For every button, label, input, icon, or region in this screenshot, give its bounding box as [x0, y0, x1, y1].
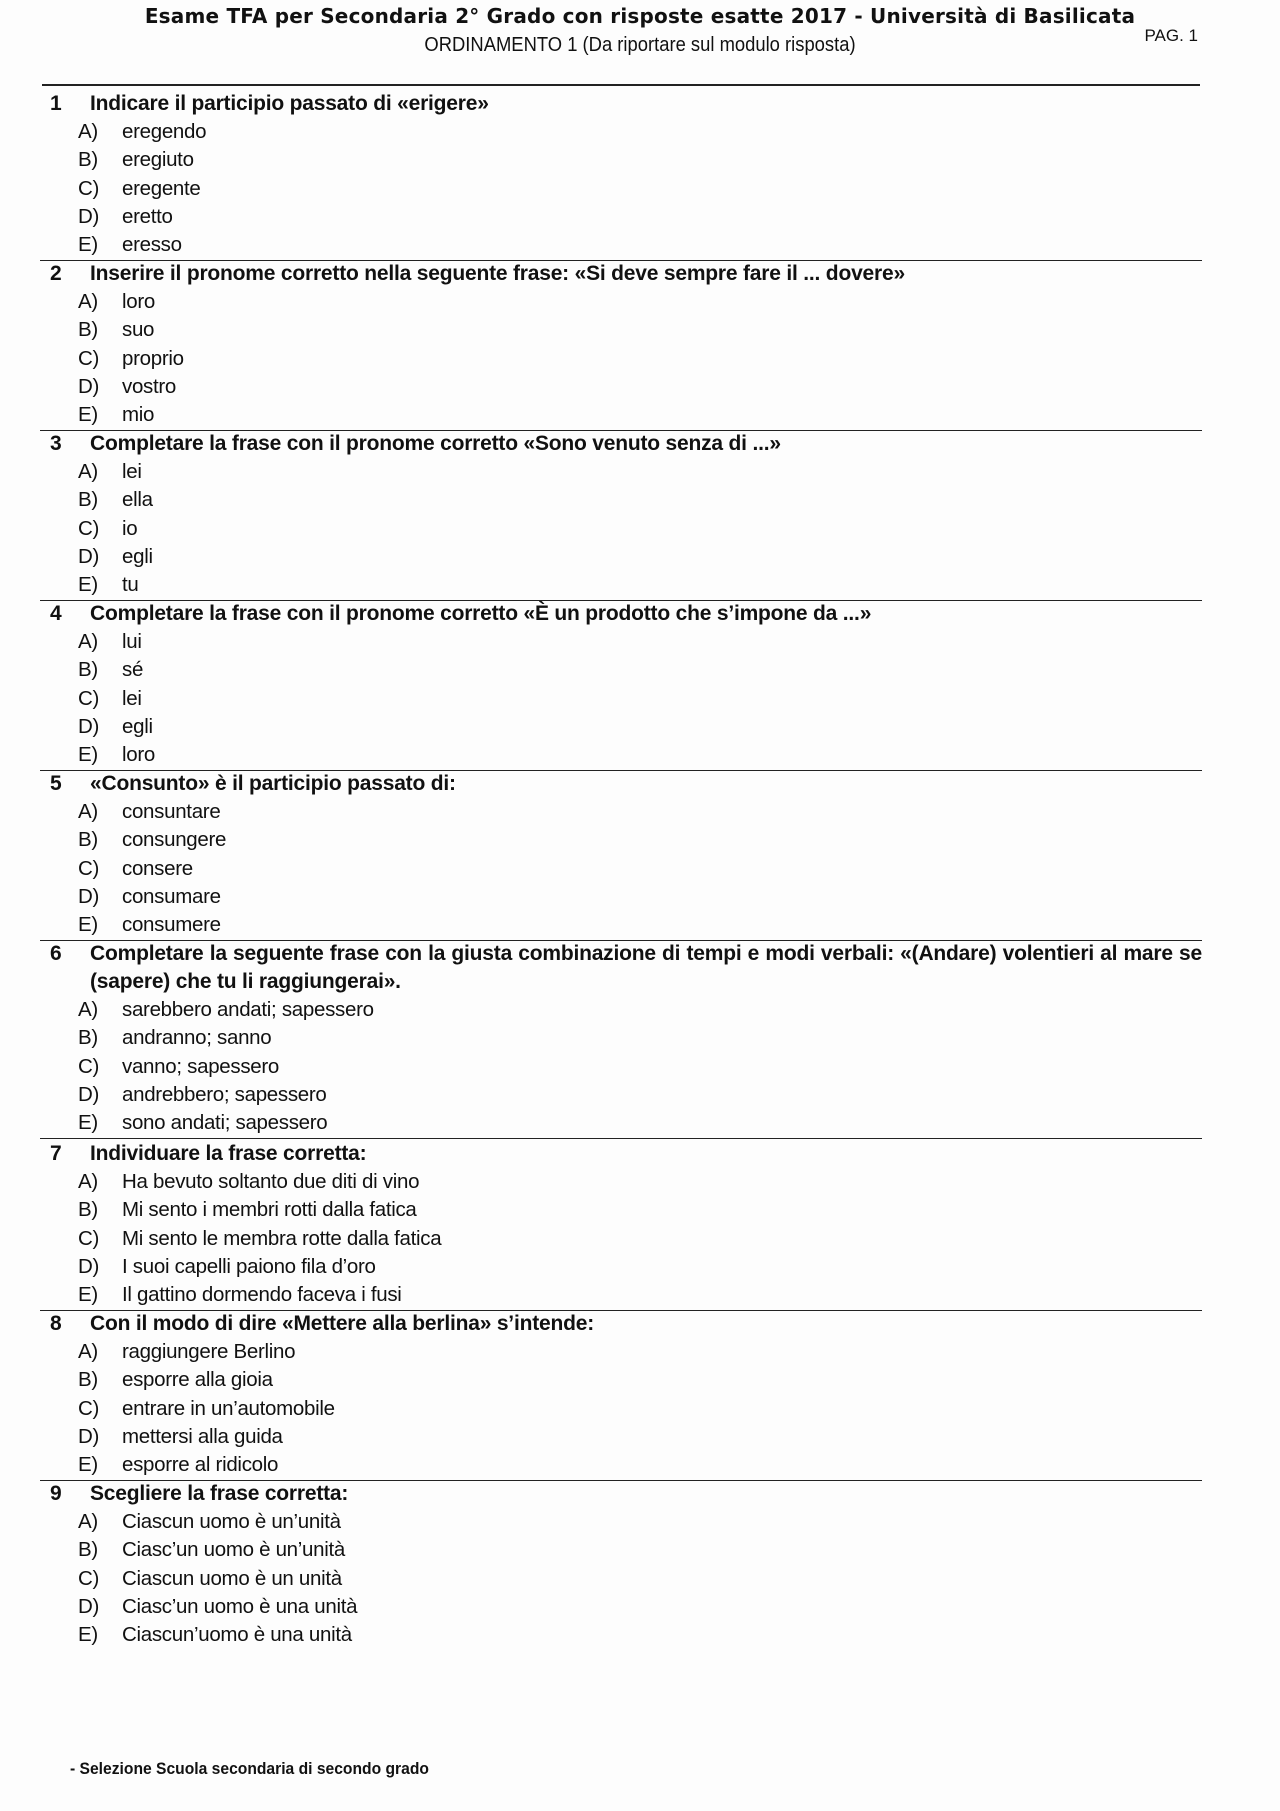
- header-divider: [42, 84, 1200, 86]
- option-d[interactable]: [78, 1423, 1202, 1451]
- option-letter: C): [78, 516, 100, 540]
- document-title: Esame TFA per Secondaria 2° Grado con risposte esatte 2017 - Università di Basilicata: [144, 4, 1136, 28]
- option-a[interactable]: [78, 118, 1202, 146]
- option-text: andranno; sanno: [122, 1026, 272, 1050]
- option-c[interactable]: [78, 1225, 1202, 1253]
- option-text: consuntare: [122, 800, 221, 823]
- option-text: lui: [122, 630, 142, 653]
- option-d[interactable]: [78, 203, 1202, 231]
- option-text: raggiungere Berlino: [122, 1340, 296, 1363]
- option-text: lei: [122, 460, 142, 483]
- option-a[interactable]: [78, 288, 1202, 316]
- option-letter: B): [78, 1368, 98, 1392]
- option-e[interactable]: [78, 1451, 1202, 1479]
- option-text: entrare in un’automobile: [122, 1396, 335, 1420]
- option-letter: C): [78, 1566, 100, 1590]
- question-text: Scegliere la frase corretta:: [90, 1482, 349, 1505]
- option-letter: E): [78, 1283, 98, 1307]
- option-letter: D): [78, 714, 100, 738]
- option-letter: D): [78, 1594, 100, 1618]
- option-b[interactable]: [78, 1536, 1202, 1564]
- option-c[interactable]: [78, 855, 1202, 883]
- question-header: [40, 940, 1202, 996]
- option-letter: B): [78, 318, 98, 342]
- option-c[interactable]: [78, 345, 1202, 373]
- option-c[interactable]: [78, 685, 1202, 713]
- question-3: [40, 430, 1202, 599]
- option-letter: C): [78, 346, 100, 370]
- option-letter: E): [78, 1453, 98, 1477]
- option-text: eregiuto: [122, 148, 194, 172]
- option-text: loro: [122, 743, 155, 767]
- option-letter: A): [78, 998, 98, 1021]
- option-a[interactable]: [78, 458, 1202, 486]
- question-6: [40, 940, 1202, 1137]
- option-letter: D): [78, 374, 100, 398]
- option-b[interactable]: [78, 1196, 1202, 1224]
- option-e[interactable]: [78, 1281, 1202, 1309]
- option-text: sono andati; sapessero: [122, 1111, 328, 1135]
- question-text: Individuare la frase corretta:: [90, 1142, 367, 1165]
- option-letter: E): [78, 1623, 98, 1647]
- option-text: esporre alla gioia: [122, 1368, 273, 1392]
- question-2: [40, 260, 1202, 429]
- question-number: 2: [50, 262, 62, 285]
- option-letter: A): [78, 1170, 98, 1193]
- option-letter: A): [78, 1340, 98, 1363]
- option-letter: E): [78, 573, 98, 597]
- option-b[interactable]: [78, 1366, 1202, 1394]
- question-text: Con il modo di dire «Mettere alla berlina» s’intende:: [90, 1312, 595, 1335]
- option-letter: A): [78, 630, 98, 653]
- option-list: [40, 628, 1202, 769]
- option-text: esporre al ridicolo: [122, 1453, 279, 1477]
- option-list: [40, 118, 1202, 259]
- option-letter: B): [78, 828, 98, 852]
- option-letter: B): [78, 1538, 98, 1562]
- option-letter: D): [78, 1082, 100, 1106]
- question-header: [40, 1140, 1202, 1168]
- question-text: Completare la frase con il pronome corretto «Sono venuto senza di ...»: [90, 432, 781, 455]
- question-header: [40, 430, 1202, 458]
- option-b[interactable]: [78, 1024, 1202, 1052]
- option-letter: D): [78, 1424, 100, 1448]
- option-text: andrebbero; sapessero: [122, 1082, 327, 1106]
- option-e[interactable]: [78, 571, 1202, 599]
- option-d[interactable]: [78, 883, 1202, 911]
- option-text: Mi sento le membra rotte dalla fatica: [122, 1226, 442, 1250]
- option-d[interactable]: [78, 543, 1202, 571]
- option-list: [40, 1168, 1202, 1309]
- option-text: mio: [122, 403, 155, 427]
- option-c[interactable]: [78, 1053, 1202, 1081]
- option-text: eresso: [122, 233, 182, 257]
- question-text: Completare la frase con il pronome corretto «È un prodotto che s’impone da ...»: [90, 602, 872, 625]
- option-text: egli: [122, 714, 153, 738]
- option-letter: A): [78, 460, 98, 483]
- question-header: [40, 770, 1202, 798]
- question-4: [40, 600, 1202, 769]
- option-text: eregente: [122, 176, 201, 200]
- option-text: proprio: [122, 346, 184, 370]
- option-text: Ciascun uomo è un unità: [122, 1566, 342, 1590]
- option-b[interactable]: [78, 316, 1202, 344]
- question-header: [40, 600, 1202, 628]
- option-letter: E): [78, 743, 98, 767]
- option-text: consumere: [122, 913, 221, 937]
- option-text: vanno; sapessero: [122, 1054, 280, 1078]
- question-8: [40, 1310, 1202, 1479]
- option-c[interactable]: [78, 175, 1202, 203]
- option-list: [40, 1338, 1202, 1479]
- option-letter: C): [78, 686, 100, 710]
- page-number: PAG. 1: [1144, 26, 1198, 45]
- option-d[interactable]: [78, 1253, 1202, 1281]
- option-e[interactable]: [78, 1621, 1202, 1649]
- option-a[interactable]: [78, 996, 1202, 1024]
- option-letter: A): [78, 800, 98, 823]
- option-text: Ciascun’uomo è una unità: [122, 1623, 352, 1647]
- option-letter: E): [78, 913, 98, 937]
- option-letter: E): [78, 233, 98, 257]
- question-text: Inserire il pronome corretto nella seguente frase: «Si deve sempre fare il ... dovere»: [90, 262, 905, 285]
- option-text: ella: [122, 488, 153, 512]
- option-letter: C): [78, 1054, 100, 1078]
- option-text: Ciasc’un uomo è una unità: [122, 1594, 358, 1618]
- option-text: consumare: [122, 884, 221, 908]
- option-text: sé: [122, 658, 144, 682]
- option-e[interactable]: [78, 1109, 1202, 1137]
- option-a[interactable]: [78, 1168, 1202, 1196]
- option-text: suo: [122, 318, 155, 342]
- question-header: [40, 1480, 1202, 1508]
- option-letter: C): [78, 1226, 100, 1250]
- option-a[interactable]: [78, 1508, 1202, 1536]
- option-text: consungere: [122, 828, 227, 852]
- question-header: [40, 260, 1202, 288]
- question-1: [40, 90, 1202, 259]
- option-text: Ciascun uomo è un’unità: [122, 1510, 341, 1533]
- option-text: io: [122, 516, 138, 540]
- question-9: [40, 1480, 1202, 1649]
- question-number: 6: [50, 942, 62, 965]
- option-letter: B): [78, 488, 98, 512]
- option-list: [40, 288, 1202, 429]
- option-letter: D): [78, 884, 100, 908]
- option-letter: D): [78, 1254, 100, 1278]
- option-a[interactable]: [78, 628, 1202, 656]
- option-letter: A): [78, 290, 98, 313]
- question-header: [40, 90, 1202, 118]
- option-letter: B): [78, 148, 98, 172]
- option-letter: C): [78, 1396, 100, 1420]
- option-e[interactable]: [78, 911, 1202, 939]
- option-e[interactable]: [78, 741, 1202, 769]
- option-list: [40, 1508, 1202, 1649]
- option-text: eretto: [122, 204, 173, 228]
- option-text: consere: [122, 856, 193, 880]
- question-text: Completare la seguente frase con la giusta combinazione di tempi e modi verbali: «(Andare) volentieri al mare se (sapere) che tu li raggiungerai».: [90, 942, 1202, 993]
- option-text: tu: [122, 573, 139, 597]
- option-text: vostro: [122, 374, 177, 398]
- question-5: [40, 770, 1202, 939]
- question-number: 9: [50, 1482, 62, 1505]
- option-letter: E): [78, 403, 98, 427]
- option-letter: E): [78, 1111, 98, 1135]
- question-number: 8: [50, 1312, 62, 1335]
- option-a[interactable]: [78, 1338, 1202, 1366]
- question-text: Indicare il participio passato di «erigere»: [90, 92, 489, 115]
- option-letter: C): [78, 176, 100, 200]
- question-header: [40, 1310, 1202, 1338]
- option-d[interactable]: [78, 373, 1202, 401]
- option-list: [40, 458, 1202, 599]
- question-number: 5: [50, 772, 62, 795]
- option-text: Il gattino dormendo faceva i fusi: [122, 1283, 402, 1307]
- option-text: loro: [122, 290, 155, 313]
- question-number: 7: [50, 1142, 62, 1165]
- option-d[interactable]: [78, 1593, 1202, 1621]
- question-number: 3: [50, 432, 62, 455]
- option-text: Ha bevuto soltanto due diti di vino: [122, 1170, 420, 1193]
- option-d[interactable]: [78, 713, 1202, 741]
- option-letter: A): [78, 120, 98, 143]
- option-b[interactable]: [78, 486, 1202, 514]
- option-a[interactable]: [78, 798, 1202, 826]
- question-text: «Consunto» è il participio passato di:: [90, 772, 456, 795]
- option-list: [40, 798, 1202, 939]
- question-number: 4: [50, 602, 62, 625]
- option-e[interactable]: [78, 231, 1202, 259]
- option-c[interactable]: [78, 1395, 1202, 1423]
- question-7: [40, 1140, 1202, 1309]
- option-c[interactable]: [78, 1565, 1202, 1593]
- option-text: eregendo: [122, 120, 207, 143]
- page-footer: - Selezione Scuola secondaria di secondo grado: [70, 1759, 429, 1778]
- option-letter: B): [78, 1026, 98, 1050]
- option-letter: C): [78, 856, 100, 880]
- option-letter: D): [78, 544, 100, 568]
- option-text: sarebbero andati; sapessero: [122, 998, 374, 1021]
- option-text: egli: [122, 544, 153, 568]
- option-d[interactable]: [78, 1081, 1202, 1109]
- option-letter: B): [78, 658, 98, 682]
- option-text: Ciasc’un uomo è un’unità: [122, 1538, 345, 1562]
- option-text: lei: [122, 686, 142, 710]
- option-letter: B): [78, 1198, 98, 1222]
- option-b[interactable]: [78, 146, 1202, 174]
- question-number: 1: [50, 92, 62, 115]
- document-subtitle: ORDINAMENTO 1 (Da riportare sul modulo risposta): [424, 34, 856, 56]
- option-c[interactable]: [78, 515, 1202, 543]
- option-letter: A): [78, 1510, 98, 1533]
- option-text: Mi sento i membri rotti dalla fatica: [122, 1198, 417, 1222]
- option-list: [40, 996, 1202, 1137]
- option-text: mettersi alla guida: [122, 1424, 283, 1448]
- option-b[interactable]: [78, 656, 1202, 684]
- option-e[interactable]: [78, 401, 1202, 429]
- option-letter: D): [78, 204, 100, 228]
- option-b[interactable]: [78, 826, 1202, 854]
- option-text: I suoi capelli paiono fila d’oro: [122, 1254, 376, 1278]
